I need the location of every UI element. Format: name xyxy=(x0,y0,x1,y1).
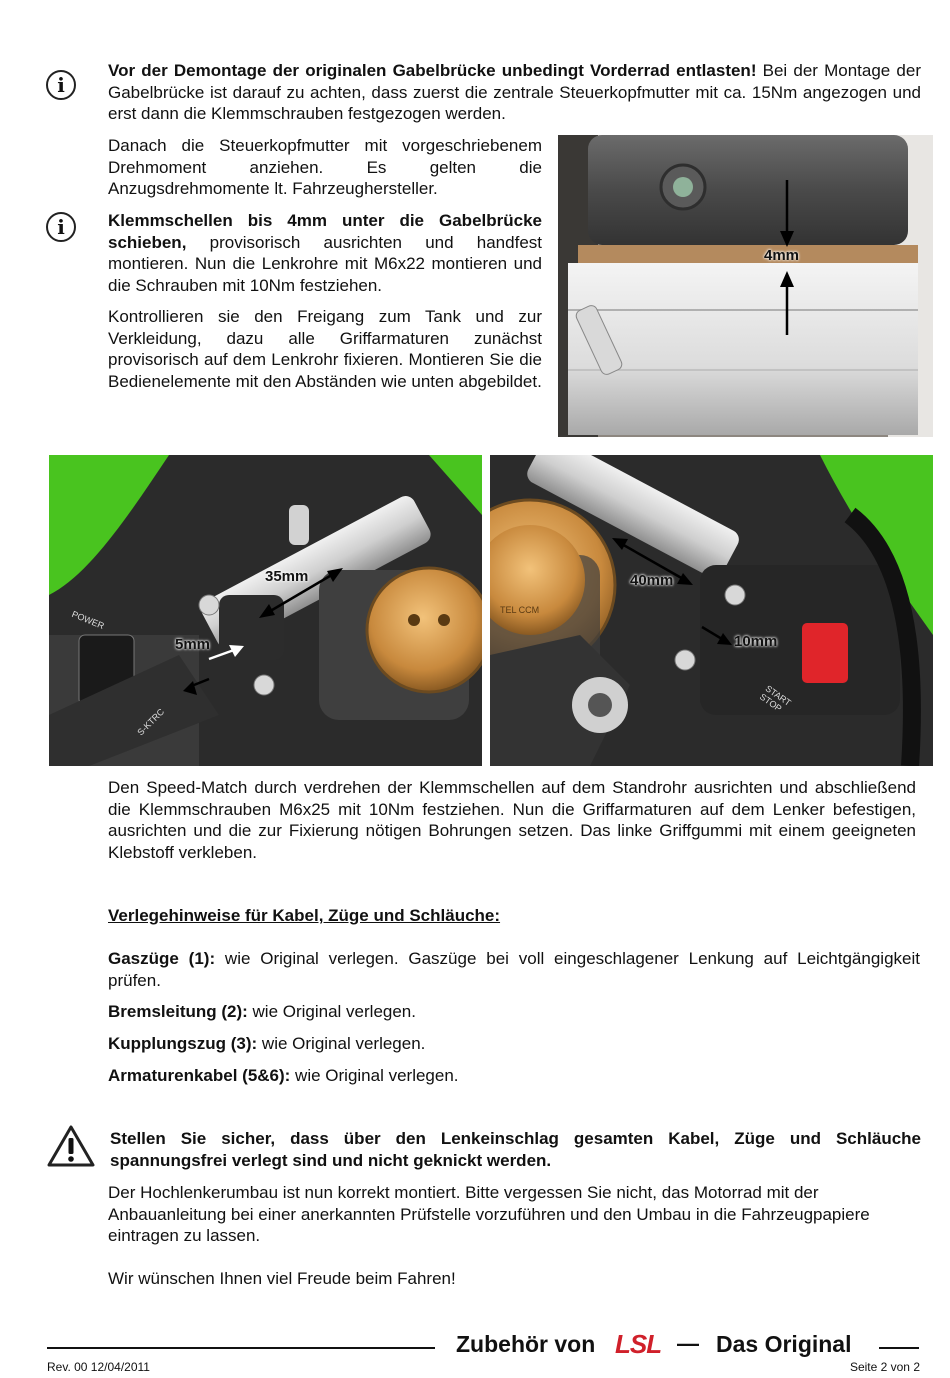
intro-text: Bei der Montage der Gabelbrücke ist darauf zu achten, dass zuerst die zentrale Steuerkopfmutter mit ca. 15Nm angezogen und erst dann die Klemmschrauben festgezogen werden. xyxy=(108,61,921,124)
page-number: Seite 2 von 2 xyxy=(849,1360,920,1374)
torque-paragraph: Danach die Steuerkopfmutter mit vorgeschriebenem Drehmoment anziehen. Es gelten die Anzugsdrehmomente lt. Fahrzeughersteller. xyxy=(108,136,542,199)
routing-item-text: wie Original verlegen. xyxy=(290,1066,459,1085)
revision-label: Rev. 00 12/04/2011 xyxy=(47,1360,150,1374)
clamps-bold: Klemmschellen bis 4mm unter die Gabelbrücke schieben, xyxy=(108,211,542,252)
warning-icon xyxy=(46,1124,96,1168)
dimension-label-35mm: 35mm xyxy=(265,568,309,585)
warning-text: Stellen Sie sicher, dass über den Lenkeinschlag gesamten Kabel, Züge und Schläuche spannungsfrei verlegt sind und nicht geknickt werden. xyxy=(110,1129,921,1170)
footer-rule-left xyxy=(47,1347,435,1349)
dimension-arrows-right xyxy=(490,455,933,766)
routing-item-label: Gaszüge (1): xyxy=(108,949,216,968)
routing-item-label: Bremsleitung (2): xyxy=(108,1002,248,1021)
footer-tagline-left: Zubehör von xyxy=(456,1331,596,1357)
info-icon: i xyxy=(46,212,76,242)
speedmatch-paragraph: Den Speed-Match durch verdrehen der Klemmschellen auf dem Standrohr ausrichten und abschließend die Klemmschrauben M6x25 mit 10Nm festziehen. Nun die Griffarmaturen auf dem Lenker befestigen, ausrichten und die zur Fixierung nötigen Bohrungen setzen. Das linke Griffgummi mit einem geeigneten Klebstoff verkleben. xyxy=(108,778,916,862)
intro-paragraph xyxy=(108,60,921,125)
power-switch-text: POWER xyxy=(70,608,106,632)
footer-tagline-right: Das Original xyxy=(716,1331,852,1357)
clamps-text: provisorisch ausrichten und handfest montieren. Nun die Lenkrohre mit M6x22 montieren und die Schrauben mit 10Nm festziehen. xyxy=(108,232,542,295)
lsl-logo: LSL xyxy=(615,1329,662,1359)
cap-text: TEL CCM xyxy=(500,605,540,615)
routing-item-throttle xyxy=(108,948,920,991)
clearance-paragraph: Kontrollieren sie den Freigang zum Tank und zur Verkleidung, dazu alle Griffarmaturen zunächst provisorisch auf dem Lenkrohr fixieren. Montieren Sie die Bedienelemente mit den Abständen wie unten abgebildet. xyxy=(108,307,542,391)
routing-item-label: Kupplungszug (3): xyxy=(108,1034,258,1053)
right-handlebar-photo xyxy=(490,455,933,766)
wish-paragraph: Wir wünschen Ihnen viel Freude beim Fahren! xyxy=(108,1269,456,1288)
routing-item-text: wie Original verlegen. xyxy=(247,1002,416,1021)
routing-item-label: Armaturenkabel (5&6): xyxy=(108,1066,291,1085)
info-icon: i xyxy=(46,70,76,100)
dimension-label-4mm: 4mm xyxy=(764,247,800,264)
footer-rule-right xyxy=(879,1347,919,1349)
dimension-label-40mm: 40mm xyxy=(630,572,674,589)
footer-dash: — xyxy=(677,1331,699,1356)
start-stop-switch-text: START STOP xyxy=(757,683,793,714)
dimension-arrows-top xyxy=(558,135,933,437)
routing-heading: Verlegehinweise für Kabel, Züge und Schläuche: xyxy=(108,906,501,925)
triple-clamp-photo xyxy=(558,135,933,437)
routing-item-text: wie Original verlegen. xyxy=(257,1034,426,1053)
routing-item-brake xyxy=(108,1001,920,1023)
routing-item-clutch xyxy=(108,1033,920,1055)
clamps-paragraph xyxy=(108,210,542,296)
dimension-label-10mm: 10mm xyxy=(734,633,778,650)
routing-item-text: wie Original verlegen. Gaszüge bei voll eingeschlagener Lenkung auf Leichtgängigkeit prüfen. xyxy=(108,949,920,990)
final-paragraph: Der Hochlenkerumbau ist nun korrekt montiert. Bitte vergessen Sie nicht, das Motorrad mit der Anbauanleitung bei einer anerkannten Prüfstelle vorzuführen und den Umbau in die Fahrzeugpapiere eintragen zu lassen. xyxy=(108,1183,870,1246)
left-handlebar-photo xyxy=(49,455,482,766)
dimension-arrows-left xyxy=(49,455,482,766)
routing-item-cables xyxy=(108,1065,920,1087)
dimension-label-5mm: 5mm xyxy=(175,636,211,653)
intro-bold: Vor der Demontage der originalen Gabelbrücke unbedingt Vorderrad entlasten! xyxy=(108,61,757,80)
ktrc-switch-text: S-KTRC xyxy=(135,706,167,738)
